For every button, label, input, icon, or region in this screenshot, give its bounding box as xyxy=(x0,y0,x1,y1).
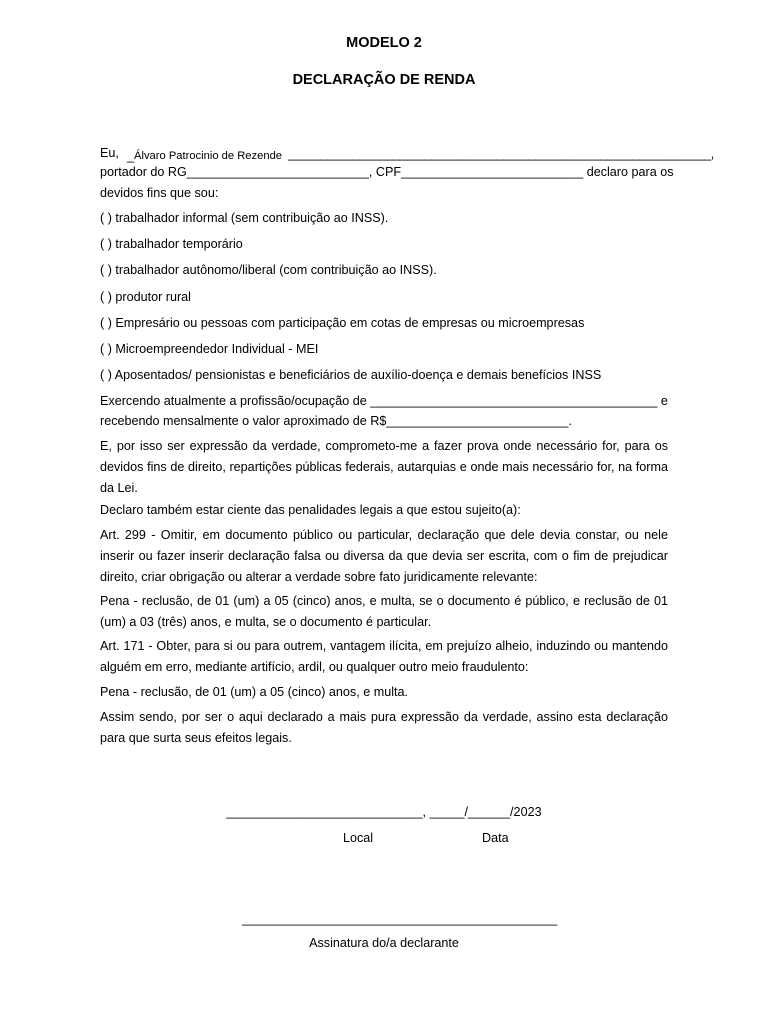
closing-paragraph: Assim sendo, por ser o aqui declarado a mais pura expressão da verdade, assino esta declaração para que surta seus efeitos legais. xyxy=(100,710,668,745)
local-label: Local xyxy=(343,831,374,845)
option-empresario[interactable]: ( ) Empresário ou pessoas com participação em cotas de empresas ou microempresas xyxy=(100,316,585,330)
penalty-299: Pena - reclusão, de 01 (um) a 05 (cinco) anos, e multa, se o documento é público, e reclusão de 01 (um) a 03 (três) anos, e multa, se o documento é particular. xyxy=(100,594,668,629)
option-aposentado[interactable]: ( ) Aposentados/ pensionistas e beneficiários de auxílio-doença e demais benefícios INSS xyxy=(100,368,602,382)
occupation-line: Exercendo atualmente a profissão/ocupação de _________________________________________ e xyxy=(100,394,668,408)
article-171: Art. 171 - Obter, para si ou para outrem, vantagem ilícita, em prejuízo alheio, induzindo ou mantendo alguém em erro, mediante artifício, ardil, ou qualquer outro meio fraudulento: xyxy=(100,639,668,674)
penalty-171: Pena - reclusão, de 01 (um) a 05 (cinco) anos, e multa. xyxy=(100,685,408,699)
signature-label: Assinatura do/a declarante xyxy=(309,936,459,950)
option-autonomo[interactable]: ( ) trabalhador autônomo/liberal (com contribuição ao INSS). xyxy=(100,263,437,277)
truth-paragraph: E, por isso ser expressão da verdade, comprometo-me a fazer prova onde necessário for, para os devidos fins de direito, repartições públicas federais, autarquias e onde mais necessário for, na forma da Lei. xyxy=(100,439,668,495)
place-date-line: ____________________________, _____/______/2023 xyxy=(226,805,542,819)
declarant-name: Álvaro Patrocinio de Rezende xyxy=(134,150,283,162)
penalties-intro: Declaro também estar ciente das penalidades legais a que estou sujeito(a): xyxy=(100,503,521,517)
name-underline: _________________________________________________________________, xyxy=(288,147,714,161)
signature-line: _____________________________________________ xyxy=(242,912,558,926)
income-line: recebendo mensalmente o valor aproximado de R$__________________________. xyxy=(100,414,572,428)
intro-name-line xyxy=(100,146,714,163)
option-informal[interactable]: ( ) trabalhador informal (sem contribuição ao INSS). xyxy=(100,211,389,225)
option-temporario[interactable]: ( ) trabalhador temporário xyxy=(100,237,243,251)
document-title: DECLARAÇÃO DE RENDA xyxy=(292,72,476,88)
article-299: Art. 299 - Omitir, em documento público ou particular, declaração que dele devia constar, ou nele inserir ou fazer inserir declaração falsa ou diversa da que devia ser escrita, com o fim de prejudicar direito, criar obrigação ou alterar a verdade sobre fato juridicamente relevante: xyxy=(100,528,668,584)
name-lead: _ xyxy=(127,149,135,163)
option-mei[interactable]: ( ) Microempreendedor Individual - MEI xyxy=(100,342,319,356)
purpose-line: devidos fins que sou: xyxy=(100,186,219,200)
option-produtor-rural[interactable]: ( ) produtor rural xyxy=(100,290,191,304)
rg-cpf-line: portador do RG__________________________, CPF__________________________ declaro para os xyxy=(100,165,674,179)
model-heading: MODELO 2 xyxy=(346,35,422,51)
eu-prefix: Eu, xyxy=(100,146,119,160)
date-label: Data xyxy=(482,831,509,845)
